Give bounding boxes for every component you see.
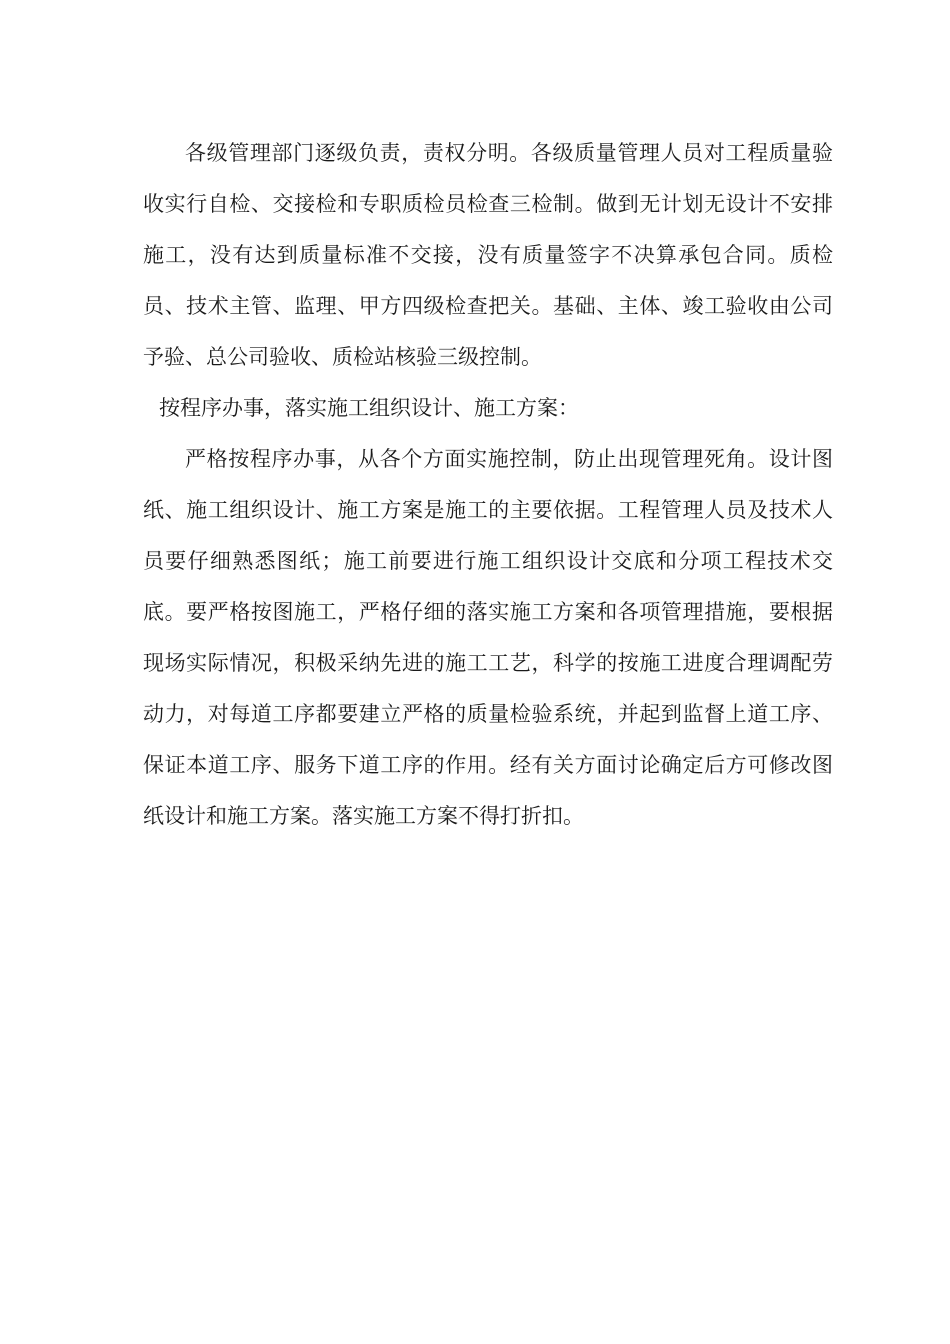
section-heading-procedure: 按程序办事，落实施工组织设计、施工方案： (159, 396, 579, 420)
paragraph-quality-responsibility: 各级管理部门逐级负责，责权分明。各级质量管理人员对工程质量验收实行自检、交接检和专职质检员检查三检制。做到无计划无设计不安排施工，没有达到质量标准不交接，没有质量签字不决算承包合同。质检员、技术主管、监理、甲方四级检查把关。基础、主体、竣工验收由公司予验、总公司验收、质检站核验三级控制。 (143, 141, 833, 369)
paragraph-procedure-control: 严格按程序办事，从各个方面实施控制，防止出现管理死角。设计图纸、施工组织设计、施工方案是施工的主要依据。工程管理人员及技术人员要仔细熟悉图纸；施工前要进行施工组织设计交底和分项工程技术交底。要严格按图施工，严格仔细的落实施工方案和各项管理措施，要根据现场实际情况，积极采纳先进的施工工艺，科学的按施工进度合理调配劳动力，对每道工序都要建立严格的质量检验系统，并起到监督上道工序、保证本道工序、服务下道工序的作用。经有关方面讨论确定后方可修改图纸设计和施工方案。落实施工方案不得打折扣。 (143, 447, 833, 828)
document-body (143, 128, 833, 842)
